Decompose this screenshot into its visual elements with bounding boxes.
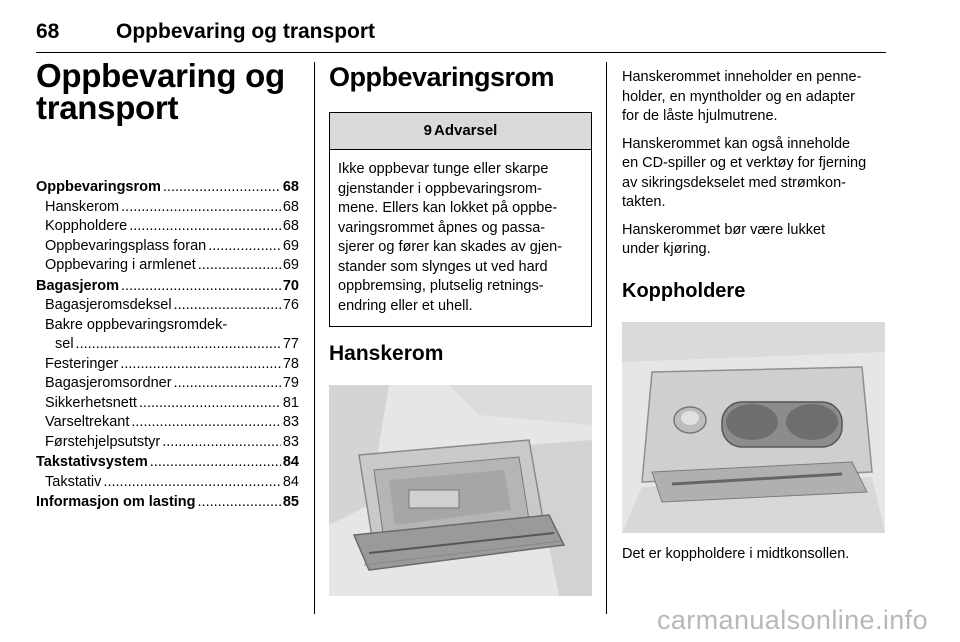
toc-entry-page: 79 xyxy=(282,375,299,391)
running-title: Oppbevaring og transport xyxy=(116,20,376,43)
toc-leader-dots xyxy=(131,413,281,433)
toc-column xyxy=(36,57,299,513)
toc-entry[interactable] xyxy=(36,335,299,355)
toc-entry-label: Bagasjeromsdeksel xyxy=(45,297,172,313)
page-number: 68 xyxy=(36,20,60,43)
toc-entry[interactable] xyxy=(36,277,299,297)
toc-leader-dots xyxy=(103,473,280,493)
warning-heading: Advarsel xyxy=(433,122,498,139)
toc-entry-label: Oppbevaringsrom xyxy=(36,179,161,195)
glovebox-closed-paragraph: Hanskerommet bør være lukket under kjøring. xyxy=(622,221,826,257)
toc-entry-label: Takstativsystem xyxy=(36,454,148,470)
page-header xyxy=(36,20,886,53)
toc-entry-label: Hanskerom xyxy=(45,198,120,215)
toc-entry-label: Takstativ xyxy=(45,473,102,490)
chapter-title: Oppbevaring og transport xyxy=(36,57,285,126)
toc-entry-page: 69 xyxy=(282,237,299,254)
cupholders-photo xyxy=(622,322,885,533)
toc-entry[interactable] xyxy=(36,217,299,237)
cupholders-caption: Det er koppholdere i midtkonsollen. xyxy=(622,545,850,562)
toc-entry[interactable] xyxy=(36,473,299,493)
toc-entry-label: Oppbevaringsplass foran xyxy=(45,237,207,254)
toc-entry-label: Førstehjelpsutstyr xyxy=(45,433,161,450)
toc-entry[interactable] xyxy=(36,296,299,316)
toc-entry-label: Bagasjeromsordner xyxy=(45,375,172,391)
toc-entry[interactable] xyxy=(36,316,299,336)
toc-entry[interactable] xyxy=(36,394,299,414)
glovebox-contents-paragraph: Hanskerommet inneholder en penne- holder, en myntholder og en adapter for de låste hjulmutrene. xyxy=(622,69,862,124)
toc-leader-dots xyxy=(121,198,281,218)
toc-leader-dots xyxy=(76,335,281,355)
toc-entry-page: 83 xyxy=(282,414,299,430)
toc-entry-label: Festeringer xyxy=(45,355,119,372)
glovebox-cd-paragraph: Hanskerommet kan også inneholde en CD-spiller og et verktøy for fjerning av sikringsdekselet med strømkon- takten. xyxy=(622,135,867,210)
toc-entry-page: 84 xyxy=(282,473,299,490)
toc-entry-page: 78 xyxy=(282,355,299,372)
warning-text: Ikke oppbevar tunge eller skarpe gjenstander i oppbevaringsrom- mene. Ellers kan lokket på oppbe- varingsrommet åpnes og passa- sjerer og fører kan skades av gjen- stander som slynges ut ved hard oppbremsing, plutselig retnings- endring eller et uhell. xyxy=(338,161,563,314)
toc-entry-page: 70 xyxy=(282,277,299,294)
storage-column xyxy=(329,60,592,596)
watermark: carmanualsonline.info xyxy=(656,605,928,635)
toc-leader-dots xyxy=(174,374,281,394)
warning-triangle-icon: 9 xyxy=(423,122,432,139)
toc-leader-dots xyxy=(174,296,281,316)
toc-leader-dots xyxy=(198,493,281,513)
toc-entry-label: Bakre oppbevaringsromdek- xyxy=(45,316,228,333)
toc-entry-page: 68 xyxy=(282,198,299,215)
toc-leader-dots xyxy=(121,277,281,297)
toc-entry[interactable] xyxy=(36,453,299,473)
cupholders-title: Koppholdere xyxy=(622,279,746,302)
toc-entry[interactable] xyxy=(36,355,299,375)
toc-entry-label: sel xyxy=(55,336,74,352)
toc-entry-page: 76 xyxy=(282,297,299,313)
toc-entry[interactable] xyxy=(36,374,299,394)
toc-entry-label: Sikkerhetsnett xyxy=(45,394,137,411)
toc-entry-page: 68 xyxy=(282,179,299,195)
toc-entry-label: Informasjon om lasting xyxy=(36,494,196,510)
toc-entry[interactable] xyxy=(36,433,299,453)
warning-box xyxy=(329,112,592,327)
info-column xyxy=(622,68,888,572)
warning-header xyxy=(330,113,591,150)
toc-entry-label: Oppbevaring i armlenet xyxy=(45,257,196,273)
toc-leader-dots xyxy=(163,178,281,198)
toc-entry-page: 81 xyxy=(282,394,299,411)
toc-entry-label: Bagasjerom xyxy=(36,277,120,294)
section-title: Oppbevaringsrom xyxy=(329,62,555,92)
toc-entry[interactable] xyxy=(36,237,299,257)
toc-entry-page: 84 xyxy=(282,454,299,470)
toc-entry[interactable] xyxy=(36,198,299,218)
toc-leader-dots xyxy=(139,394,281,414)
toc-entry[interactable] xyxy=(36,413,299,433)
toc-entry-page: 85 xyxy=(282,494,299,510)
toc-leader-dots xyxy=(129,217,281,237)
toc-entry[interactable] xyxy=(36,178,299,198)
toc-entry-page: 68 xyxy=(282,218,299,234)
toc-entry-page: 69 xyxy=(282,257,299,273)
toc-leader-dots xyxy=(198,256,281,276)
toc-entry-label: Koppholdere xyxy=(45,218,128,234)
table-of-contents xyxy=(36,178,299,513)
toc-leader-dots xyxy=(208,237,281,257)
glovebox-photo xyxy=(329,385,592,596)
toc-entry-page: 83 xyxy=(282,433,299,450)
toc-entry-page: 77 xyxy=(282,336,299,352)
toc-leader-dots xyxy=(150,453,281,473)
toc-entry[interactable] xyxy=(36,256,299,276)
toc-leader-dots xyxy=(162,433,281,453)
column-divider xyxy=(314,62,315,614)
toc-entry-label: Varseltrekant xyxy=(45,414,130,430)
toc-leader-dots xyxy=(120,355,281,375)
column-divider xyxy=(606,62,607,614)
glovebox-title: Hanskerom xyxy=(329,342,444,365)
toc-entry[interactable] xyxy=(36,493,299,513)
